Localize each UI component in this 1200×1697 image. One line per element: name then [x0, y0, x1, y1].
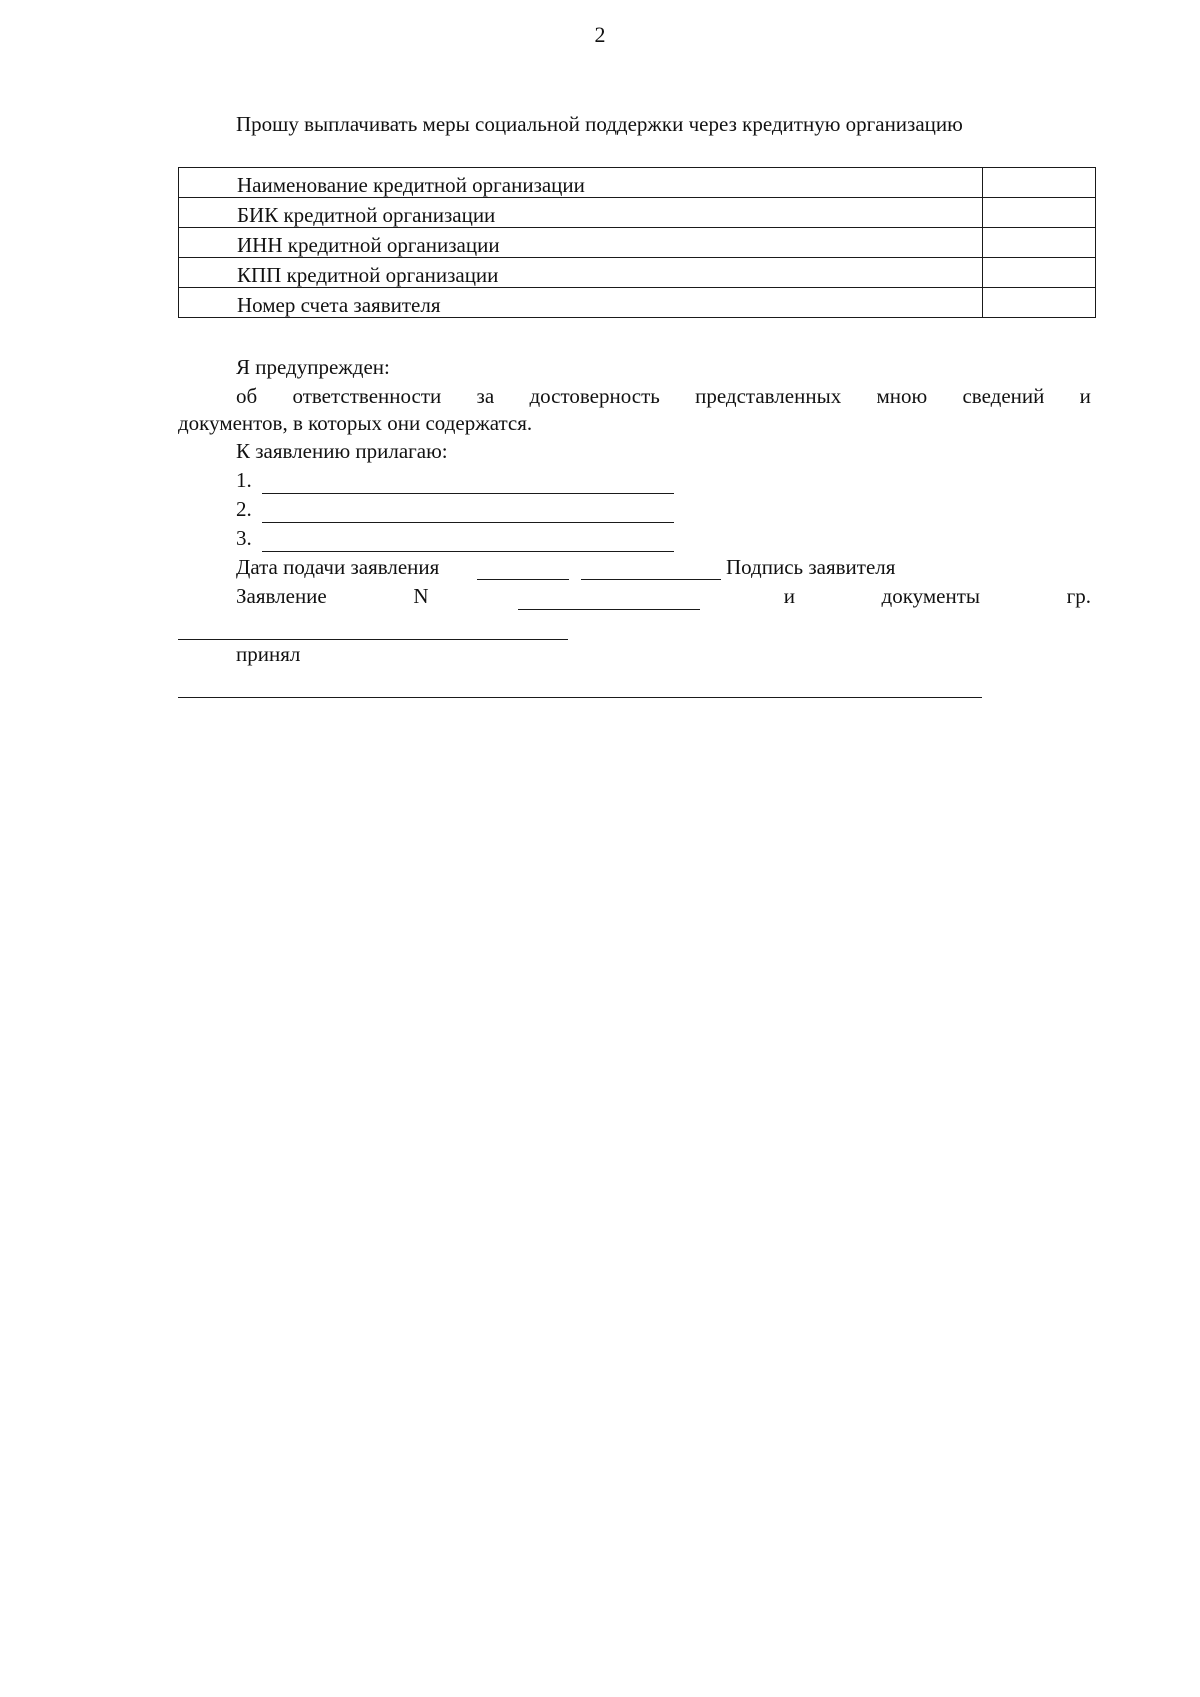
responsibility-word: и — [1079, 384, 1091, 408]
accepted-by-line[interactable] — [178, 697, 982, 698]
attachment-number-2: 2. — [236, 497, 252, 521]
responsibility-line-2: документов, в которых они содержатся. — [178, 411, 533, 435]
responsibility-word: сведений — [962, 384, 1045, 408]
responsibility-word: мною — [876, 384, 928, 408]
responsibility-word: представленных — [695, 384, 842, 408]
kpp-label: КПП кредитной организации — [179, 258, 983, 288]
signature-line[interactable] — [581, 579, 721, 580]
inn-value[interactable] — [983, 228, 1096, 258]
responsibility-word: достоверность — [529, 384, 660, 408]
bik-label: БИК кредитной организации — [179, 198, 983, 228]
attachment-1-line[interactable] — [262, 493, 674, 494]
documents-word: документы — [881, 584, 980, 608]
table-row — [179, 288, 1096, 318]
attachment-number-1: 1. — [236, 468, 252, 492]
responsibility-word: ответственности — [292, 384, 442, 408]
application-line — [236, 584, 1091, 609]
attachments-title: К заявлению прилагаю: — [236, 439, 448, 463]
attachment-2-line[interactable] — [262, 522, 674, 523]
request-statement: Прошу выплачивать меры социальной поддержки через кредитную организацию — [236, 112, 963, 136]
submission-date-line[interactable] — [477, 579, 569, 580]
table-row — [179, 228, 1096, 258]
application-number-line[interactable] — [518, 609, 700, 610]
and-word: и — [783, 584, 795, 608]
table-row — [179, 168, 1096, 198]
table-row — [179, 258, 1096, 288]
kpp-value[interactable] — [983, 258, 1096, 288]
responsibility-line-1 — [236, 384, 1091, 409]
citizen-name-line[interactable] — [178, 639, 568, 640]
accepted-label: принял — [236, 642, 301, 666]
account-number-value[interactable] — [983, 288, 1096, 318]
account-number-label: Номер счета заявителя — [179, 288, 983, 318]
bank-name-label: Наименование кредитной организации — [179, 168, 983, 198]
citizen-abbrev: гр. — [1066, 584, 1091, 608]
bank-name-value[interactable] — [983, 168, 1096, 198]
attachment-number-3: 3. — [236, 526, 252, 550]
application-label: Заявление — [236, 584, 327, 608]
submission-date-label: Дата подачи заявления — [236, 555, 440, 579]
responsibility-word: за — [476, 384, 495, 408]
signature-label: Подпись заявителя — [726, 555, 896, 579]
application-number-spacer — [515, 584, 697, 609]
responsibility-word: об — [236, 384, 258, 408]
bik-value[interactable] — [983, 198, 1096, 228]
page-number: 2 — [594, 22, 606, 47]
attachment-3-line[interactable] — [262, 551, 674, 552]
inn-label: ИНН кредитной организации — [179, 228, 983, 258]
table-row — [179, 198, 1096, 228]
number-sign: N — [413, 584, 429, 608]
bank-details-table — [178, 167, 1096, 318]
warning-title: Я предупрежден: — [236, 355, 390, 379]
